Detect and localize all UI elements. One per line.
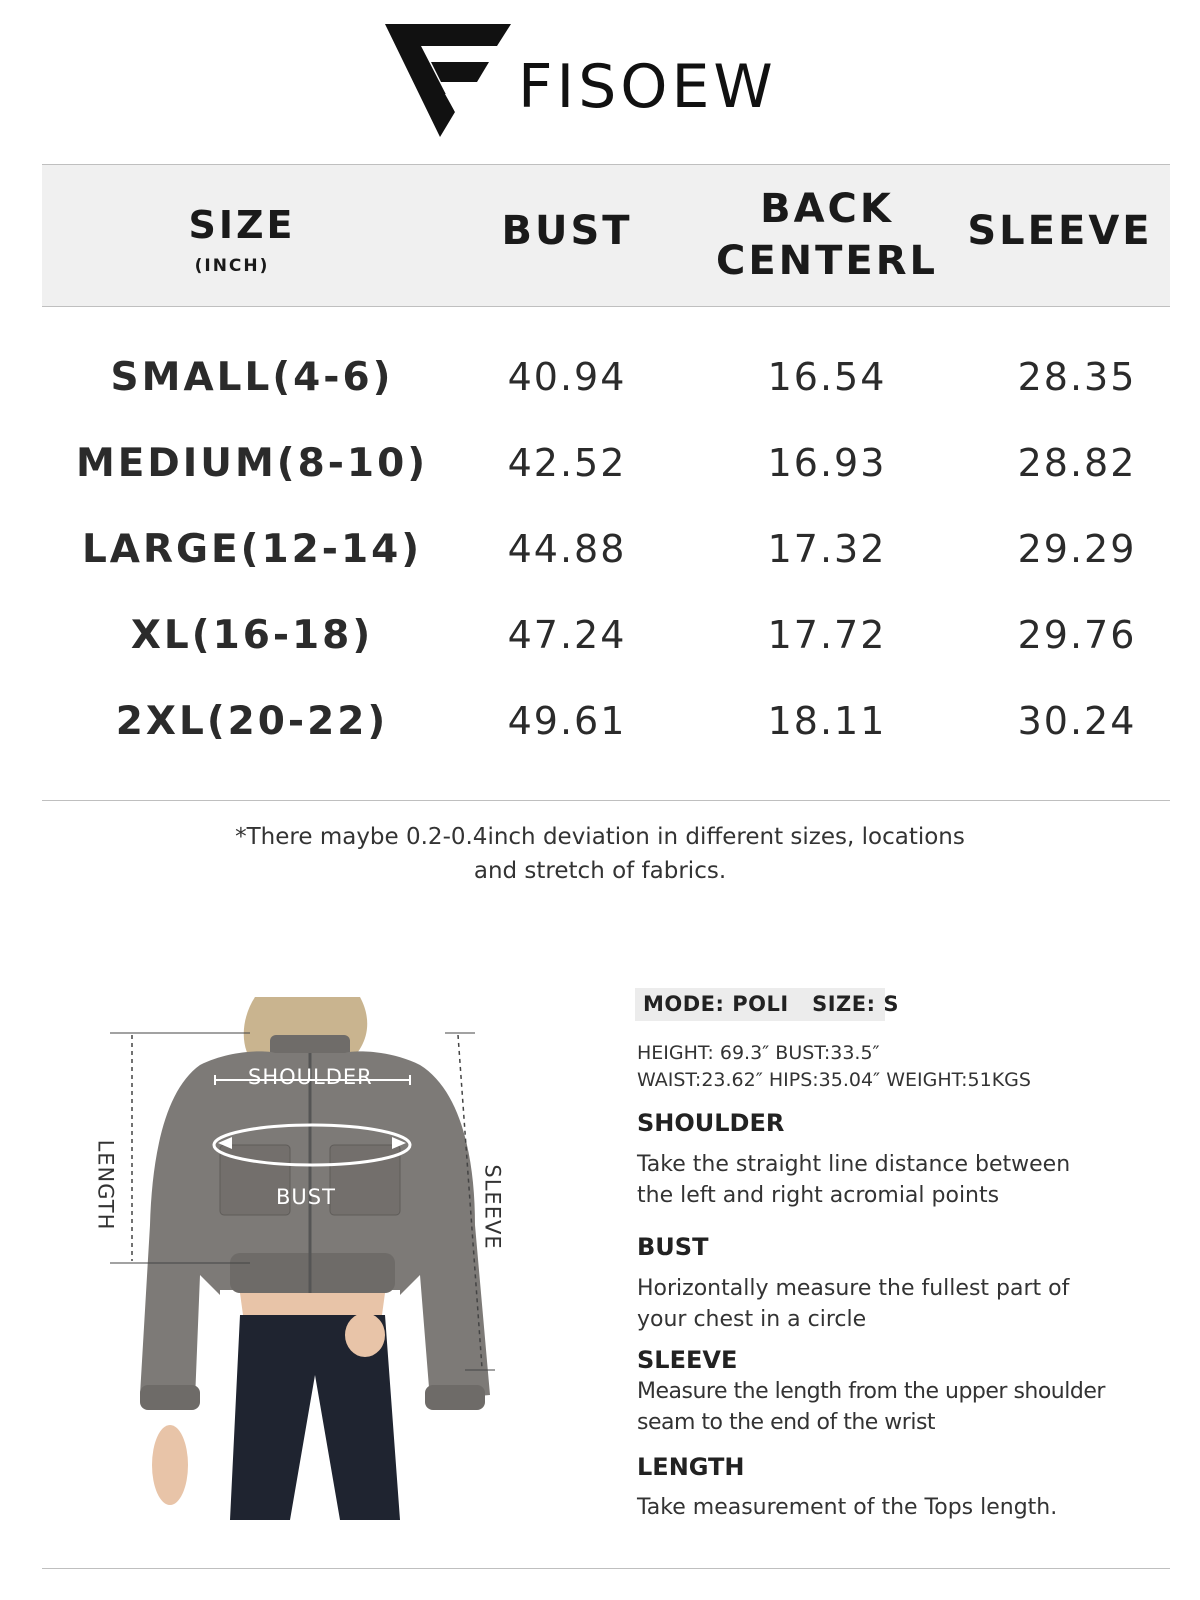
cell-sleeve: 28.35 [1017,355,1137,399]
cell-bust: 44.88 [507,527,627,571]
guide-title-shoulder: SHOULDER [637,1109,785,1137]
cell-size: MEDIUM(8-10) [75,441,429,486]
guide-text-shoulder [637,1149,1157,1211]
divider-header [42,306,1170,307]
divider-bottom [42,1568,1170,1569]
guide-bust-line1: Horizontally measure the fullest part of [637,1276,1070,1301]
guide-shoulder-line2: the left and right acromial points [637,1183,1000,1208]
divider-table-bottom [42,800,1170,801]
guide-title-length: LENGTH [637,1453,745,1481]
table-row [42,441,1170,501]
header-bust: BUST [501,208,633,254]
cell-sleeve: 28.82 [1017,441,1137,485]
cell-sleeve: 29.29 [1017,527,1137,571]
header-back-centerl [662,183,992,287]
model-heading: MODE: POLI SIZE: S [643,992,899,1016]
measurement-figure [90,995,530,1520]
guide-title-sleeve: SLEEVE [637,1346,738,1374]
model-stats-line2: WAIST:23.62″ HIPS:35.04″ WEIGHT:51KGS [637,1069,1031,1091]
header-back-line2: CENTERL [715,238,939,284]
table-row [42,613,1170,673]
table-row [42,699,1170,759]
cell-back: 17.72 [767,613,887,657]
header-sleeve: SLEEVE [967,208,1153,254]
brand-name: FISOEW [518,52,777,122]
header-size-unit: (INCH) [194,256,270,276]
header-back-line1: BACK [760,186,894,232]
header-size: SIZE [188,203,296,247]
brand-logo [385,22,805,140]
guide-shoulder-line1: Take the straight line distance between [637,1152,1071,1177]
guide-title-bust: BUST [637,1233,709,1261]
cell-bust: 40.94 [507,355,627,399]
fisoew-logo-icon [385,22,515,140]
model-stats-line1: HEIGHT: 69.3″ BUST:33.5″ [637,1042,880,1064]
figure-label-bust: BUST [276,1185,336,1209]
guide-length-line1: Take measurement of the Tops length. [637,1495,1058,1520]
guide-sleeve-line2: seam to the end of the wrist [637,1410,936,1435]
table-row [42,527,1170,587]
figure-label-length: LENGTH [93,1139,118,1231]
deviation-note [150,820,1050,888]
table-row [42,355,1170,415]
guide-sleeve-line1: Measure the length from the upper shoulder [637,1379,1105,1404]
cell-size: LARGE(12-14) [81,527,423,572]
cell-bust: 42.52 [507,441,627,485]
cell-back: 16.93 [767,441,887,485]
cell-bust: 47.24 [507,613,627,657]
cell-bust: 49.61 [507,699,627,743]
guide-bust-line2: your chest in a circle [637,1307,867,1332]
size-table-header [42,165,1170,306]
note-line2: and stretch of fabrics. [473,858,727,884]
guide-text-bust [637,1273,1157,1335]
cell-size: SMALL(4-6) [110,355,394,400]
guide-text-sleeve [637,1376,1157,1438]
cell-back: 16.54 [767,355,887,399]
cell-back: 18.11 [767,699,887,743]
cell-sleeve: 29.76 [1017,613,1137,657]
guide-text-length [637,1492,1157,1523]
cell-size: 2XL(20-22) [115,699,389,744]
cell-sleeve: 30.24 [1017,699,1137,743]
note-line1: *There maybe 0.2-0.4inch deviation in different sizes, locations [235,824,965,850]
cell-size: XL(16-18) [130,613,374,658]
figure-label-shoulder: SHOULDER [248,1065,373,1089]
figure-label-sleeve: SLEEVE [480,1164,505,1250]
cell-back: 17.32 [767,527,887,571]
